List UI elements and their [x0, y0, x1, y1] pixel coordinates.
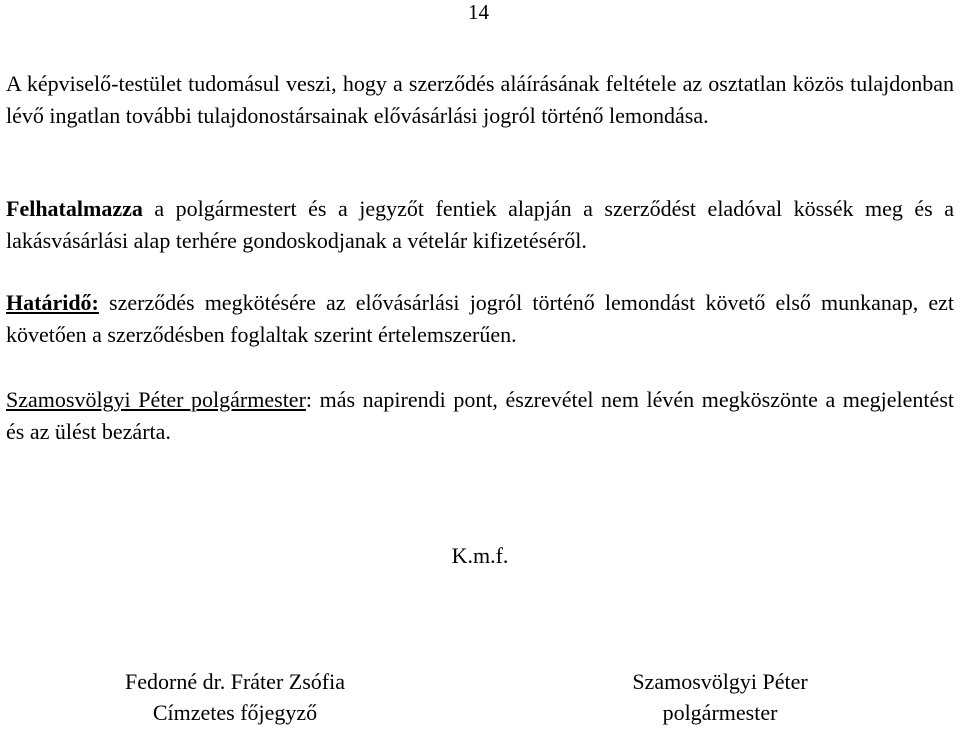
kmf-abbreviation: K.m.f.: [451, 543, 509, 568]
paragraph-text: : más napirendi pont, észrevétel nem lévén megköszönte a megjelentést és az ülést bezárta.: [6, 387, 954, 444]
page-number: 14: [468, 0, 489, 24]
paragraph-text: a polgármestert és a jegyzőt fentiek alapján a szerződést eladóval kössék meg és a lakásvásárlási alap terhére gondoskodjanak a vételár kifizetéséről.: [6, 196, 954, 253]
resolution-paragraph-authorization: [6, 193, 954, 256]
paragraph-text: szerződés megkötésére az elővásárlási jogról történő lemondást követő első munkanap, ezt követően a szerződésben foglaltak szerint értelemszerűen.: [6, 290, 954, 347]
signatory-title: polgármester: [662, 700, 778, 725]
signature-block-notary: [80, 666, 390, 728]
signatory-name: Fedorné dr. Fráter Zsófia: [125, 669, 345, 694]
resolution-paragraph-deadline: [6, 287, 954, 350]
closing-remarks-paragraph: [6, 384, 954, 447]
signatory-name: Szamosvölgyi Péter: [632, 669, 808, 694]
deadline-label: Határidő:: [6, 290, 99, 315]
resolution-paragraph-acknowledgement: [6, 68, 954, 131]
paragraph-text: A képviselő-testület tudomásul veszi, hogy a szerződés aláírásának feltétele az osztatlan közös tulajdonban lévő ingatlan további tulajdonostársainak elővásárlási jogról történő lemondása.: [6, 71, 954, 128]
authorization-lead: Felhatalmazza: [6, 196, 143, 221]
speaker-name: Szamosvölgyi Péter polgármester: [6, 387, 306, 412]
signatory-title: Címzetes főjegyző: [152, 700, 318, 725]
signature-block-mayor: [565, 666, 875, 728]
